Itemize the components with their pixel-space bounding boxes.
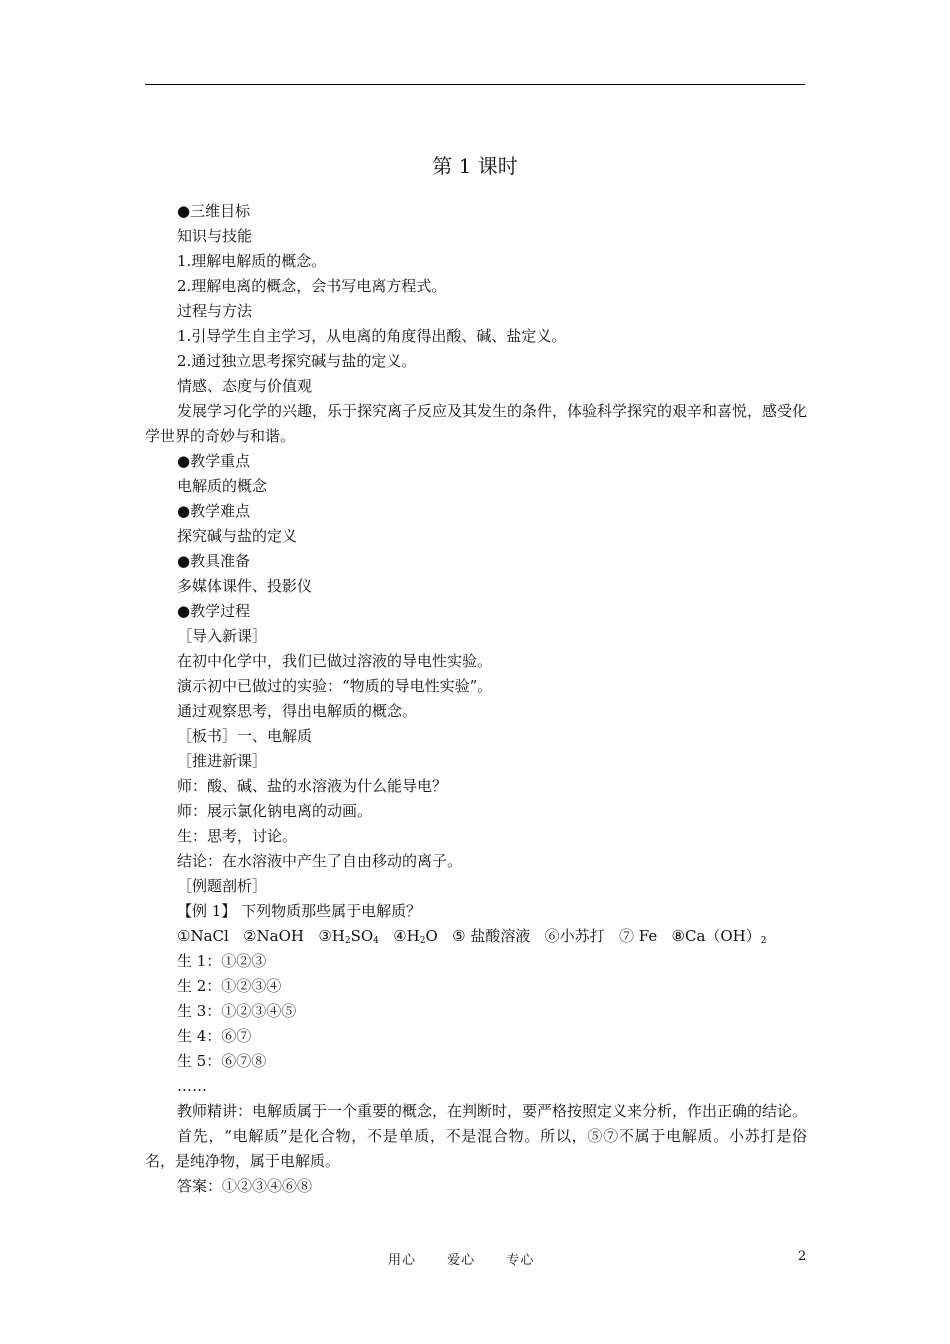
text-line: 通过观察思考，得出电解质的概念。 <box>177 702 418 720</box>
text-line: 2.理解电离的概念，会书写电离方程式。 <box>177 277 447 295</box>
text-line: ●教学过程 <box>177 602 251 620</box>
options-line <box>145 924 807 949</box>
paragraph-affective: 发展学习化学的兴趣，乐于探究离子反应及其发生的条件，体验科学探究的艰辛和喜悦，感受化学世界的奇妙与和谐。 <box>145 402 808 445</box>
footer-word: 爱心 <box>447 1253 476 1268</box>
option-1: ①NaCl <box>177 927 229 945</box>
student-answer: 生 4：⑥⑦ <box>177 1027 252 1045</box>
text-line: ●教具准备 <box>177 552 251 570</box>
ellipsis: …… <box>177 1077 207 1095</box>
text-line: ［导入新课］ <box>177 627 268 645</box>
option-3: $③H_2SO_4$ <box>318 927 379 946</box>
document-body <box>145 199 807 1199</box>
option-7: ⑦ Fe <box>618 927 658 945</box>
student-answer: 生 3：①②③④⑤ <box>177 1002 297 1020</box>
text-line: ●三维目标 <box>177 202 251 220</box>
option-5: ⑤ 盐酸溶液 <box>452 927 531 945</box>
text-line: ［推进新课］ <box>177 752 268 770</box>
paragraph-first: 首先，“电解质”是化合物，不是单质，不是混合物。所以，⑤⑦不属于电解质。小苏打是俗名，是纯净物，属于电解质。 <box>145 1127 807 1170</box>
text-line: 1.引导学生自主学习，从电离的角度得出酸、碱、盐定义。 <box>177 327 567 345</box>
text-line: ●教学难点 <box>177 502 251 520</box>
text-line: 知识与技能 <box>177 227 253 245</box>
paragraph-teacher: 教师精讲：电解质属于一个重要的概念，在判断时，要严格按照定义来分析，作出正确的结论。 <box>177 1102 808 1120</box>
text-line: 生：思考，讨论。 <box>177 827 298 845</box>
text-line: ［板书］一、电解质 <box>177 727 313 745</box>
text-line: ●教学重点 <box>177 452 251 470</box>
footer-motto <box>388 1249 560 1268</box>
text-line: 在初中化学中，我们已做过溶液的导电性实验。 <box>177 652 493 670</box>
footer-word: 专心 <box>506 1253 535 1268</box>
option-6: ⑥小苏打 <box>544 927 605 945</box>
text-line: 探究碱与盐的定义 <box>177 527 298 545</box>
footer-word: 用心 <box>388 1253 417 1268</box>
answer-line: 答案：①②③④⑥⑧ <box>177 1177 313 1195</box>
text-line: 【例 1】 下列物质那些属于电解质？ <box>177 902 422 920</box>
text-line: 过程与方法 <box>177 302 253 320</box>
student-answer: 生 5：⑥⑦⑧ <box>177 1052 267 1070</box>
text-line: 1.理解电解质的概念。 <box>177 252 327 270</box>
option-4: $④H_2O$ <box>393 927 438 946</box>
student-answer: 生 1：①②③ <box>177 952 267 970</box>
text-line: 电解质的概念 <box>177 477 268 495</box>
text-line: 多媒体课件、投影仪 <box>177 577 313 595</box>
text-line: 结论：在水溶液中产生了自由移动的离子。 <box>177 852 463 870</box>
header-rule <box>145 84 805 85</box>
text-line: 情感、态度与价值观 <box>177 377 313 395</box>
page-number: 2 <box>798 1249 807 1264</box>
student-answer: 生 2：①②③④ <box>177 977 282 995</box>
text-line: 2.通过独立思考探究碱与盐的定义。 <box>177 352 417 370</box>
text-line: 师：酸、碱、盐的水溶液为什么能导电？ <box>177 777 448 795</box>
text-line: ［例题剖析］ <box>177 877 268 895</box>
text-line: 演示初中已做过的实验：“物质的导电性实验”。 <box>177 677 493 695</box>
option-2: ②NaOH <box>243 927 305 945</box>
page-title: 第 1 课时 <box>432 154 518 178</box>
text-line: 师：展示氯化钠电离的动画。 <box>177 802 373 820</box>
option-8: $⑧Ca(OH)_2$ <box>671 927 767 946</box>
